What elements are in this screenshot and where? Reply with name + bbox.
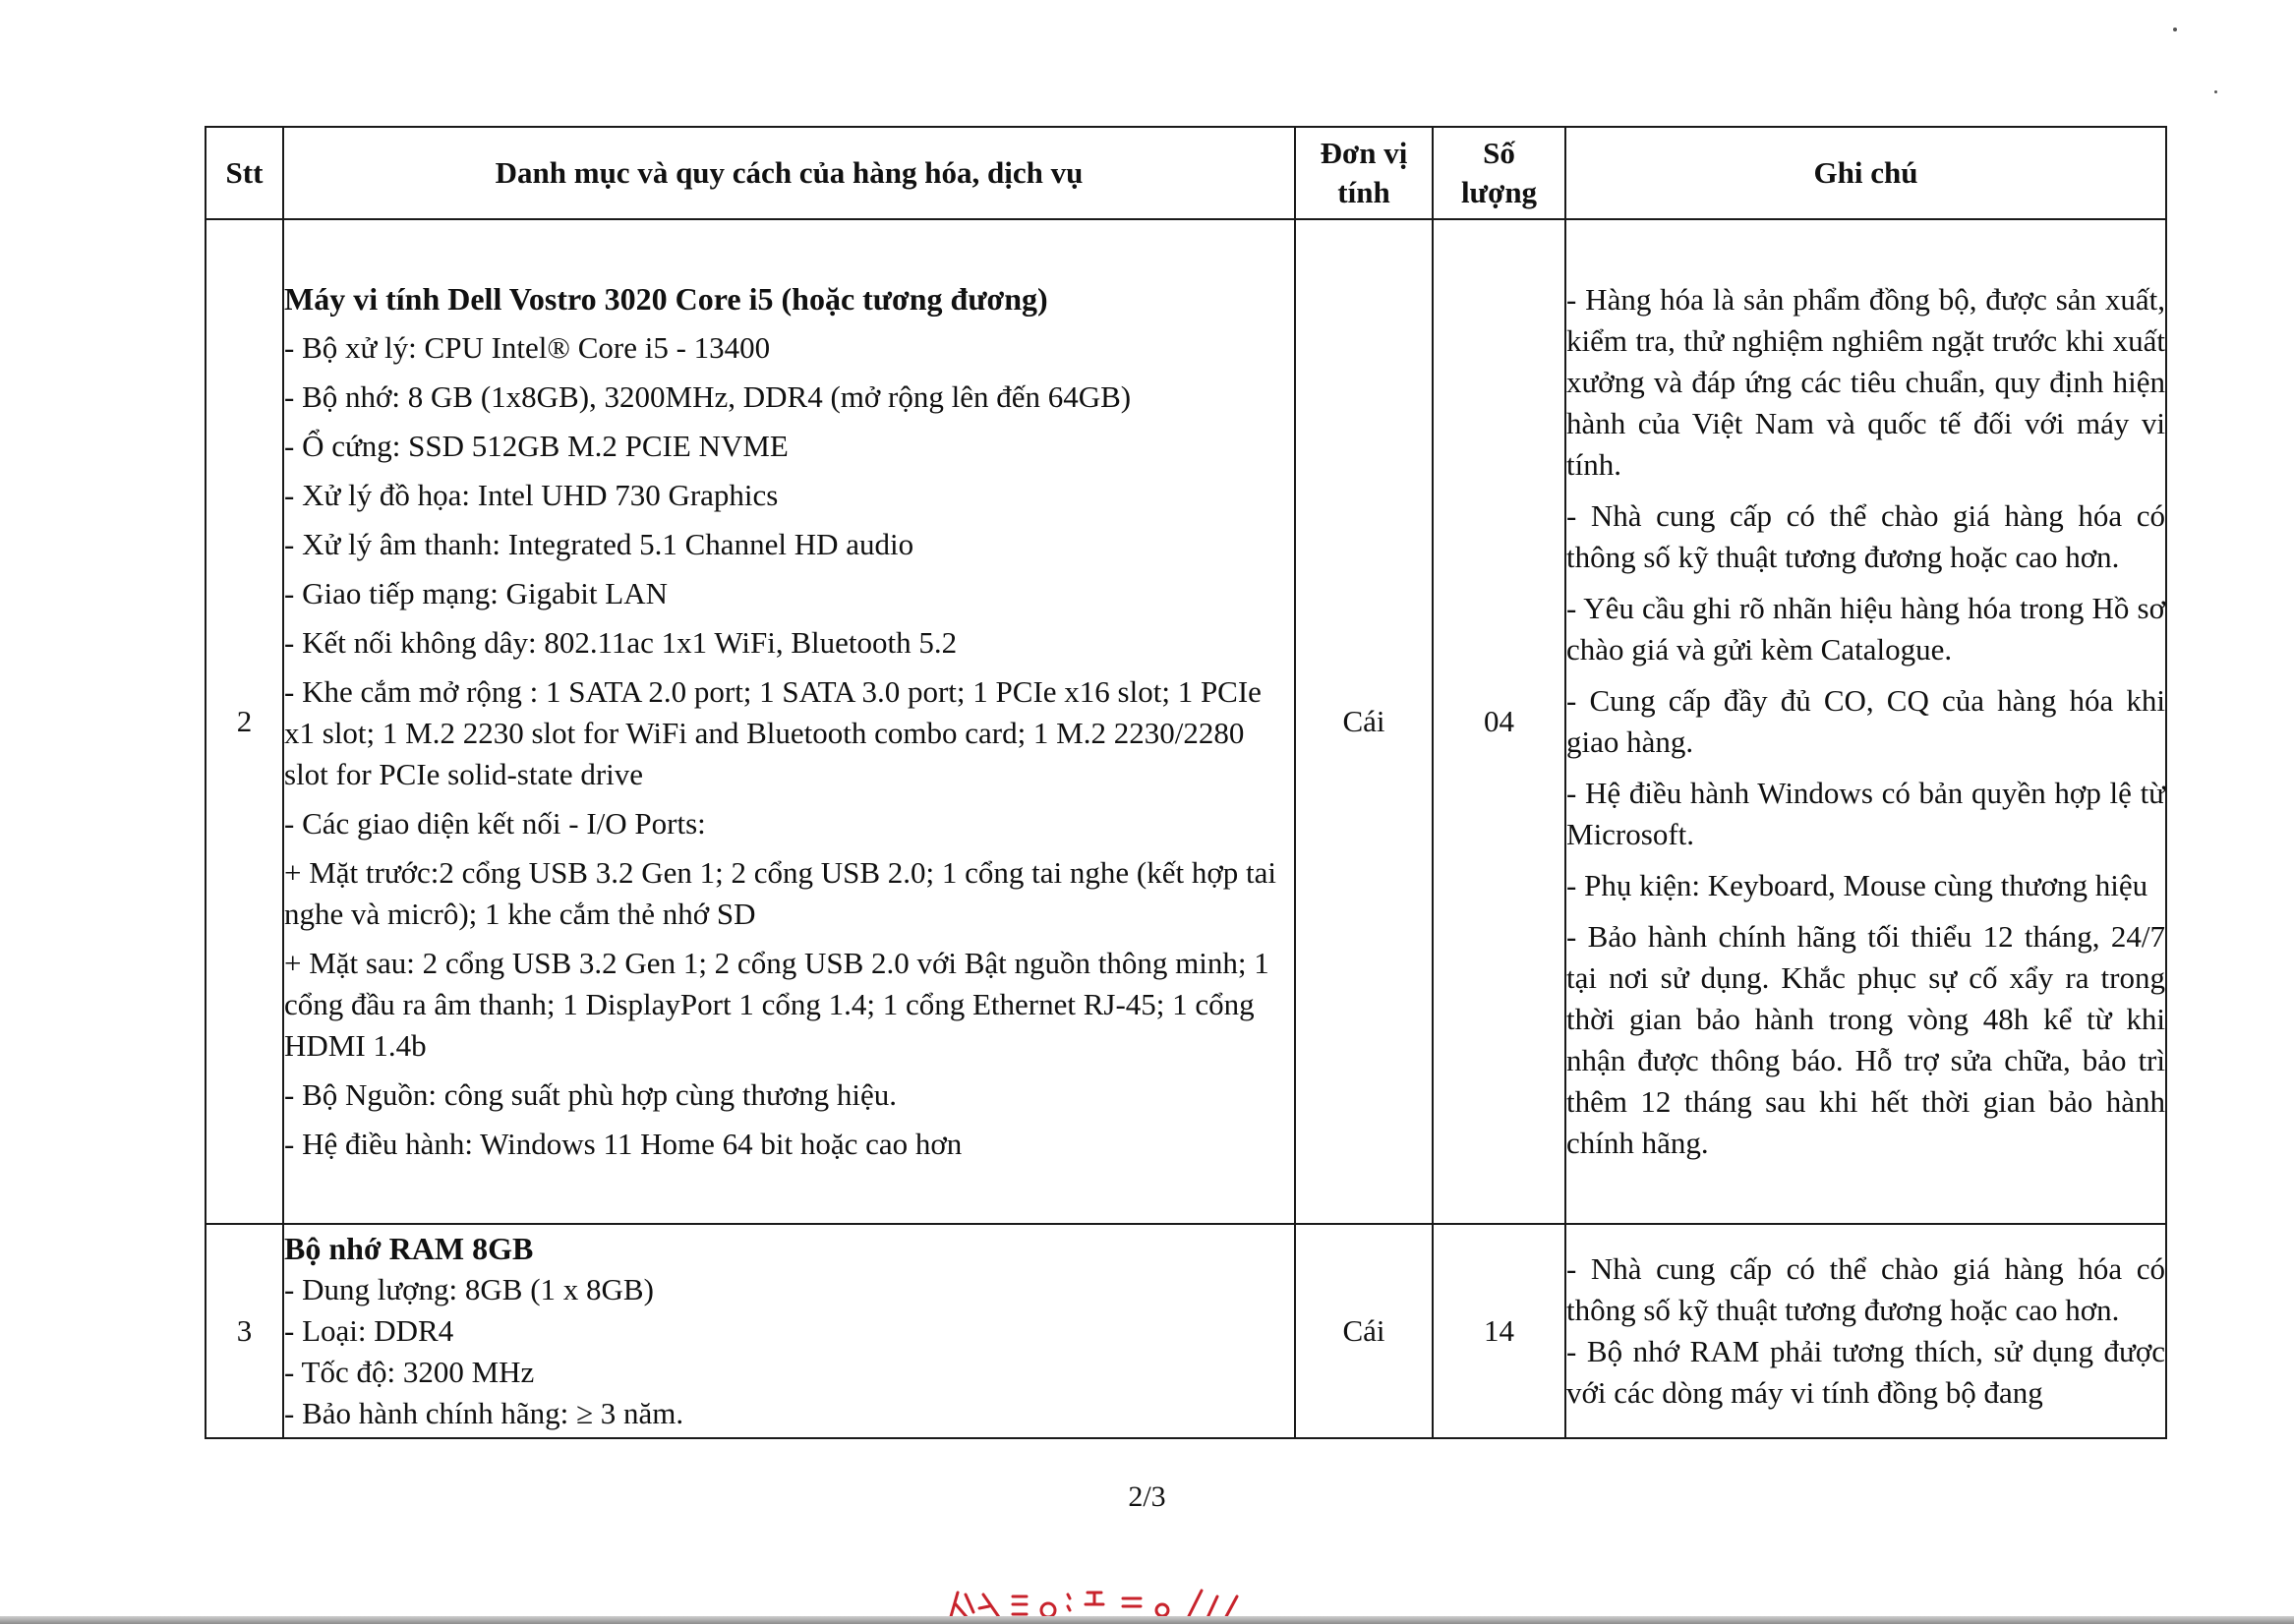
spec-line: - Bộ xử lý: CPU Intel® Core i5 - 13400 bbox=[284, 330, 771, 365]
spec-line: - Khe cắm mở rộng : 1 SATA 2.0 port; 1 SATA 3.0 port; 1 PCIe x16 slot; 1 PCIe x1 slot; 1 M.2 2230 slot for WiFi and Bluetooth combo card; 1 M.2 2230/2280 slot for PCIe solid-state drive bbox=[284, 674, 1262, 791]
spec-line: - Dung lượng: 8GB (1 x 8GB) bbox=[284, 1272, 654, 1306]
row-quantity: 14 bbox=[1433, 1224, 1565, 1438]
header-note: Ghi chú bbox=[1565, 127, 2166, 219]
spec-line: - Bảo hành chính hãng: ≥ 3 năm. bbox=[284, 1396, 684, 1430]
spec-line: - Hệ điều hành: Windows 11 Home 64 bit hoặc cao hơn bbox=[284, 1127, 963, 1161]
header-stt: Stt bbox=[206, 127, 283, 219]
note-line: - Cung cấp đầy đủ CO, CQ của hàng hóa khi giao hàng. bbox=[1566, 683, 2165, 759]
spec-line: + Mặt sau: 2 cổng USB 3.2 Gen 1; 2 cổng USB 2.0 với Bật nguồn thông minh; 1 cổng đầu ra âm thanh; 1 DisplayPort 1 cổng 1.4; 1 cổng Ethernet RJ-45; 1 cổng HDMI 1.4b bbox=[284, 946, 1269, 1063]
spec-line: - Bộ nhớ: 8 GB (1x8GB), 3200MHz, DDR4 (mở rộng lên đến 64GB) bbox=[284, 379, 1132, 414]
row-quantity: 04 bbox=[1433, 219, 1565, 1224]
row-unit: Cái bbox=[1295, 1224, 1433, 1438]
goods-spec-table bbox=[205, 126, 2167, 1439]
note-line: - Yêu cầu ghi rõ nhãn hiệu hàng hóa trong Hồ sơ chào giá và gửi kèm Catalogue. bbox=[1566, 591, 2165, 667]
spec-line: - Tốc độ: 3200 MHz bbox=[284, 1355, 535, 1389]
spec-line: - Xử lý đồ họa: Intel UHD 730 Graphics bbox=[284, 478, 779, 512]
row-note bbox=[1565, 219, 2166, 1224]
note-line: - Bảo hành chính hãng tối thiểu 12 tháng, 24/7 tại nơi sử dụng. Khắc phục sự cố xẩy ra trong thời gian bảo hành trong vòng 48h kể từ khi nhận được thông báo. Hỗ trợ sửa chữa, bảo trì thêm 12 tháng sau khi hết thời gian bảo hành chính hãng. bbox=[1566, 919, 2165, 1160]
header-unit bbox=[1295, 127, 1433, 219]
table-row bbox=[206, 1224, 2166, 1438]
table-header-row bbox=[206, 127, 2166, 219]
page-number: 2/3 bbox=[1128, 1480, 1166, 1513]
note-line: - Bộ nhớ RAM phải tương thích, sử dụng được với các dòng máy vi tính đồng bộ đang bbox=[1566, 1334, 2165, 1410]
row-note bbox=[1565, 1224, 2166, 1438]
header-quantity bbox=[1433, 127, 1565, 219]
note-line: - Hàng hóa là sản phẩm đồng bộ, được sản xuất, kiểm tra, thử nghiệm nghiêm ngặt trước khi xuất xưởng và đáp ứng các tiêu chuẩn, quy định hiện hành của Việt Nam và quốc tế đối với máy vi tính. bbox=[1566, 282, 2165, 482]
row-description bbox=[283, 219, 1295, 1224]
spec-line: - Kết nối không dây: 802.11ac 1x1 WiFi, Bluetooth 5.2 bbox=[284, 625, 958, 660]
row-unit: Cái bbox=[1295, 219, 1433, 1224]
header-quantity-line1: Số bbox=[1483, 136, 1515, 170]
scan-bottom-edge bbox=[0, 1616, 2294, 1624]
header-unit-line1: Đơn vị bbox=[1320, 136, 1408, 170]
spec-line: - Loại: DDR4 bbox=[284, 1313, 454, 1348]
note-line: - Hệ điều hành Windows có bản quyền hợp lệ từ Microsoft. bbox=[1566, 776, 2165, 851]
note-line: - Nhà cung cấp có thể chào giá hàng hóa có thông số kỹ thuật tương đương hoặc cao hơn. bbox=[1566, 498, 2165, 574]
row-stt: 2 bbox=[206, 219, 283, 1224]
note-line: - Nhà cung cấp có thể chào giá hàng hóa có thông số kỹ thuật tương đương hoặc cao hơn. bbox=[1566, 1251, 2165, 1327]
item-title: Máy vi tính Dell Vostro 3020 Core i5 (hoặc tương đương) bbox=[284, 281, 1048, 317]
item-title: Bộ nhớ RAM 8GB bbox=[284, 1231, 534, 1266]
spec-line: - Các giao diện kết nối - I/O Ports: bbox=[284, 806, 706, 841]
note-line: - Phụ kiện: Keyboard, Mouse cùng thương hiệu bbox=[1566, 868, 2148, 902]
scan-speck bbox=[2214, 90, 2217, 93]
table-row bbox=[206, 219, 2166, 1224]
spec-line: - Ổ cứng: SSD 512GB M.2 PCIE NVME bbox=[284, 429, 789, 463]
row-description bbox=[283, 1224, 1295, 1438]
row-stt: 3 bbox=[206, 1224, 283, 1438]
header-unit-line2: tính bbox=[1337, 175, 1390, 209]
spec-line: + Mặt trước:2 cổng USB 3.2 Gen 1; 2 cổng USB 2.0; 1 cổng tai nghe (kết hợp tai nghe và micrô); 1 khe cắm thẻ nhớ SD bbox=[284, 855, 1276, 931]
header-quantity-line2: lượng bbox=[1460, 175, 1538, 209]
spec-line: - Giao tiếp mạng: Gigabit LAN bbox=[284, 576, 668, 610]
spec-line: - Xử lý âm thanh: Integrated 5.1 Channel HD audio bbox=[284, 527, 914, 561]
scan-speck bbox=[2173, 28, 2177, 31]
spec-line: - Bộ Nguồn: công suất phù hợp cùng thương hiệu. bbox=[284, 1077, 898, 1112]
header-description: Danh mục và quy cách của hàng hóa, dịch vụ bbox=[283, 127, 1295, 219]
